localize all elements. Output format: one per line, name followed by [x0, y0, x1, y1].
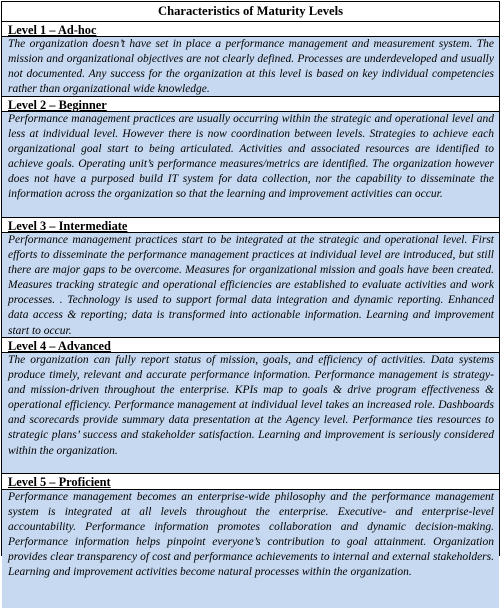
level-1-section	[2, 22, 499, 97]
level-1-description: The organization doesn’t have set in place a performance management and measurement system. The mission and organizational objectives are not clearly defined. Processes are underdeveloped and usually not documented. Any success for the organization at this level is based on key individual competencies rather than organizational wide knowledge.	[2, 37, 499, 96]
level-4-heading-text: Level 4 – Advanced	[8, 339, 111, 353]
level-2-section	[2, 97, 499, 218]
level-4-description: The organization can fully report status of mission, goals, and efficiency of activities. Data systems produce timely, relevant and accurate performance information. Performance management is strategy- and mission-driven throughout the enterprise. KPIs map to goals & drive program effectiveness & operational efficiency. Performance management at individual level takes an increased role. Dashboards and scorecards provide summary data presentation at the Agency level. Performance ties resources to strategic plans’ success and stakeholder satisfaction. Learning and improvement is seriously considered within the organization.	[2, 353, 499, 473]
level-1-heading	[2, 22, 499, 37]
level-3-heading-text: Level 3 – Intermediate	[8, 219, 128, 233]
level-2-description: Performance management practices are usually occurring within the strategic and operational level and less at individual level. However there is now coordination between levels. Strategies to achieve each organizational goal start to being articulated. Activities and associated resources are identified to achieve goals. Operating unit’s performance measures/metrics are identified. The organization however does not have a purposed build IT system for data collection, nor the capability to disseminate the information across the organization so that the learning and improvement activities can occur.	[2, 112, 499, 217]
level-3-section	[2, 218, 499, 338]
level-5-section	[2, 474, 499, 608]
level-4-heading	[2, 338, 499, 353]
level-5-heading	[2, 474, 499, 490]
table-title: Characteristics of Maturity Levels	[2, 2, 499, 22]
level-5-description: Performance management becomes an enterprise-wide philosophy and the performance management system is integrated at all levels throughout the enterprise. Executive- and enterprise-level accountability. Performance information promotes collaboration and dynamic decision-making. Performance information helps pinpoint everyone’s contribution to goal attainment. Organization provides clear transparency of cost and performance achievements to internal and external stakeholders. Learning and improvement activities become natural processes within the organization.	[2, 490, 499, 608]
level-1-heading-text: Level 1 – Ad-hoc	[8, 23, 97, 37]
maturity-levels-table	[1, 1, 500, 579]
level-2-heading	[2, 97, 499, 112]
level-5-heading-text: Level 5 – Proficient	[8, 475, 111, 489]
level-3-heading	[2, 218, 499, 233]
level-3-description: Performance management practices start to be integrated at the strategic and operational level. First efforts to disseminate the performance management practices at individual level are introduced, but still there are major gaps to be overcome. Measures for organizational mission and goals have been created. Measures tracking strategic and operational efficiencies are established to evaluate activities and work processes. . Technology is used to support formal data integration and dynamic reporting. Enhanced data access & reporting; data is transformed into actionable information. Learning and improvement start to occur.	[2, 233, 499, 337]
level-4-section	[2, 338, 499, 474]
level-2-heading-text: Level 2 – Beginner	[8, 98, 107, 112]
